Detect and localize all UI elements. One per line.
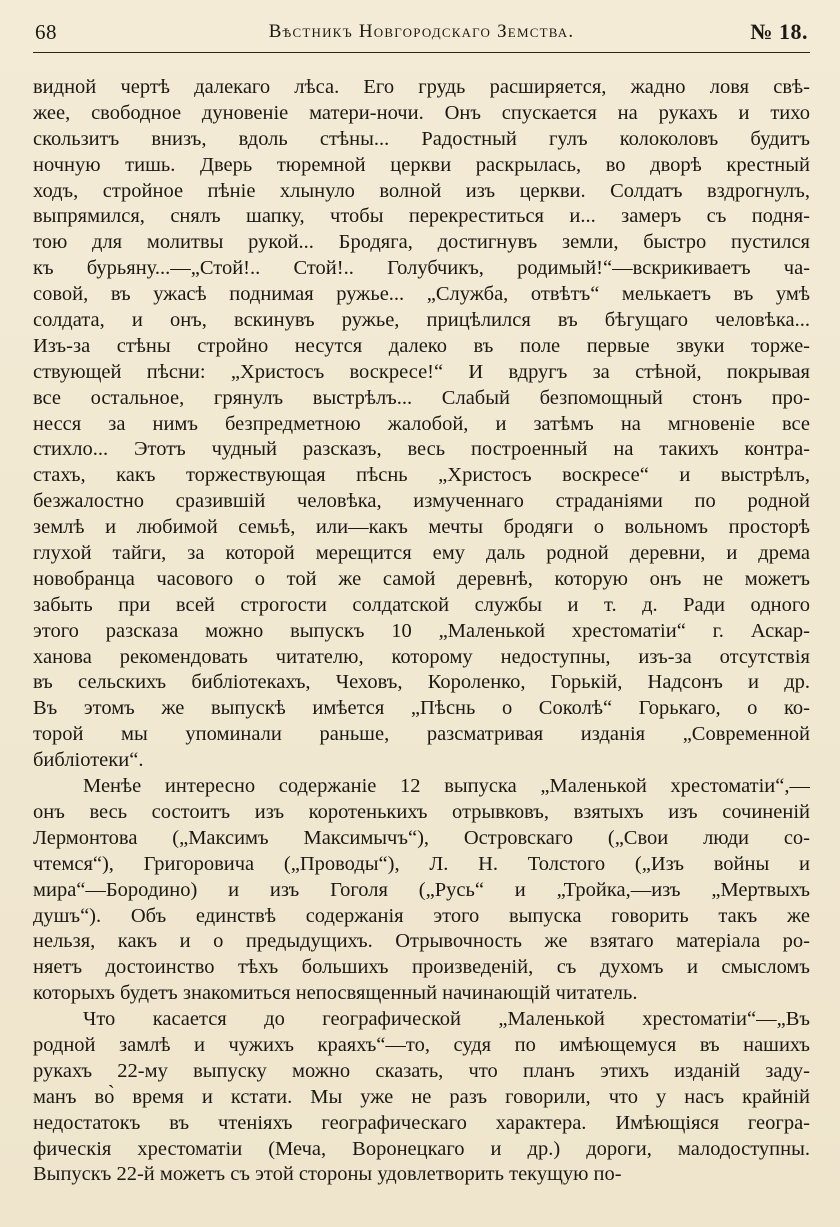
text-line: торой мы упоминали раньше, разсматривая изданія „Современной xyxy=(33,723,810,746)
text-line: безжалостно сразившій человѣка, измученнаго страданіями по родной xyxy=(33,490,810,513)
text-line: все остальное, грянулъ выстрѣлъ... Слабый безпомощный стонъ про- xyxy=(33,386,810,409)
running-header xyxy=(33,18,810,53)
text-line: жее, свободное дуновеніе матери-ночи. Онъ спускается на рукахъ и тихо xyxy=(33,101,810,124)
text-line: совой, въ ужасѣ поднимая ружье... „Служба, отвѣтъ“ мелькаетъ въ умѣ xyxy=(33,283,810,306)
journal-title: Вѣстникъ Новгородскаго Земства. xyxy=(268,21,575,42)
text-line: которыхъ будетъ знакомиться непосвященный начинающій читатель. xyxy=(33,982,638,1005)
issue-number: № 18. xyxy=(750,19,808,44)
page-number: 68 xyxy=(35,20,57,44)
text-line: скользитъ внизъ, вдоль стѣны... Радостный гулъ колоколовъ будитъ xyxy=(33,127,810,150)
text-line: къ бурьяну...—„Стой!.. Стой!.. Голубчикъ, родимый!“—вскрикиваетъ ча- xyxy=(33,257,810,280)
text-line: тою для молитвы рукой... Бродяга, достигнувъ земли, быстро пустился xyxy=(33,231,810,254)
text-line: несся за нимъ безпредметною жалобой, и затѣмъ на мгновеніе все xyxy=(33,412,810,435)
text-line: родной замлѣ и чужихъ краяхъ“—то, судя по имѣющемуся въ нашихъ xyxy=(33,1033,810,1056)
text-line: стихло... Этотъ чудный разсказъ, весь построенный на такихъ контра- xyxy=(33,438,810,461)
text-line: стахъ, какъ торжествующая пѣснь „Христосъ воскресе“ и выстрѣлъ, xyxy=(33,464,810,487)
article-body xyxy=(33,75,810,1188)
text-line: онъ весь состоитъ изъ коротенькихъ отрывковъ, взятыхъ изъ сочиненій xyxy=(33,800,810,823)
text-line: чтемся“), Григоровича („Проводы“), Л. Н. Толстого („Изъ войны и xyxy=(33,852,810,875)
text-line: библіотеки“. xyxy=(33,749,144,772)
text-line: душъ“). Объ единствѣ содержанія этого выпуска говорить такъ же xyxy=(33,904,810,927)
text-line: няетъ достоинство тѣхъ большихъ произведеній, съ духомъ и смысломъ xyxy=(33,956,810,979)
text-line: Менѣе интересно содержаніе 12 выпуска „Маленькой хрестоматіи“,— xyxy=(83,775,810,798)
text-line: новобранца часового о той же самой деревнѣ, которую онъ не можетъ xyxy=(33,567,810,590)
text-line: нельзя, какъ и о предыдущихъ. Отрывочность же взятаго матеріала ро- xyxy=(33,930,810,953)
text-line: солдата, и онъ, вскинувъ ружье, прицѣлился въ бѣгущаго человѣка... xyxy=(33,309,810,332)
text-line: выпрямился, снялъ шапку, чтобы перекреститься и... замеръ съ подня- xyxy=(33,205,810,228)
text-line: въ сельскихъ библіотекахъ, Чеховъ, Короленко, Горькій, Надсонъ и др. xyxy=(33,671,810,694)
text-line: ствующей пѣсни: „Христосъ воскресе!“ И вдругъ за стѣной, покрывая xyxy=(33,360,810,383)
text-line: Лермонтова („Максимъ Максимычъ“), Островскаго („Свои люди со- xyxy=(33,826,810,849)
text-line: ночную тишь. Дверь тюремной церкви раскрылась, во дворѣ крестный xyxy=(33,153,810,176)
text-line: рукахъ 22-му выпуску можно сказать, что планъ этихъ изданій заду- xyxy=(33,1059,810,1082)
text-line: землѣ и любимой семьѣ, или—какъ мечты бродяги о вольномъ просторѣ xyxy=(33,516,810,539)
text-line: недостатокъ въ чтеніяхъ географическаго характера. Имѣющіяся геогра- xyxy=(33,1111,810,1134)
text-line: глухой тайги, за которой мерещится ему даль родной деревни, и дрема xyxy=(33,542,810,565)
text-line: этого разсказа можно выпускъ 10 „Маленькой хрестоматіи“ г. Аскар- xyxy=(33,619,810,642)
text-line: манъ во̀ время и кстати. Мы уже не разъ говорили, что у насъ крайній xyxy=(33,1085,810,1108)
text-line: ханова рекомендовать читателю, которому недоступны, изъ-за отсутствія xyxy=(33,645,810,668)
text-line: Выпускъ 22-й можетъ съ этой стороны удовлетворить текущую по- xyxy=(33,1163,622,1186)
text-line: Изъ-за стѣны стройно несутся далеко въ поле первые звуки торже- xyxy=(33,334,810,357)
text-line: видной чертѣ далекаго лѣса. Его грудь расширяется, жадно ловя свѣ- xyxy=(33,76,810,98)
text-line: Въ этомъ же выпускѣ имѣется „Пѣснь о Соколѣ“ Горькаго, о ко- xyxy=(33,697,810,720)
text-line: Что касается до географической „Маленькой хрестоматіи“—„Въ xyxy=(83,1008,810,1031)
text-line: ходъ, стройное пѣніе хлынуло волной изъ церкви. Солдатъ вздрогнулъ, xyxy=(33,179,810,202)
text-line: забыть при всей строгости солдатской службы и т. д. Ради одного xyxy=(33,593,810,616)
text-line: фическія хрестоматіи (Меча, Воронецкаго и др.) дороги, малодоступны. xyxy=(33,1137,810,1160)
text-line: мира“—Бородино) и изъ Гоголя („Русь“ и „Тройка,—изъ „Мертвыхъ xyxy=(33,878,810,901)
